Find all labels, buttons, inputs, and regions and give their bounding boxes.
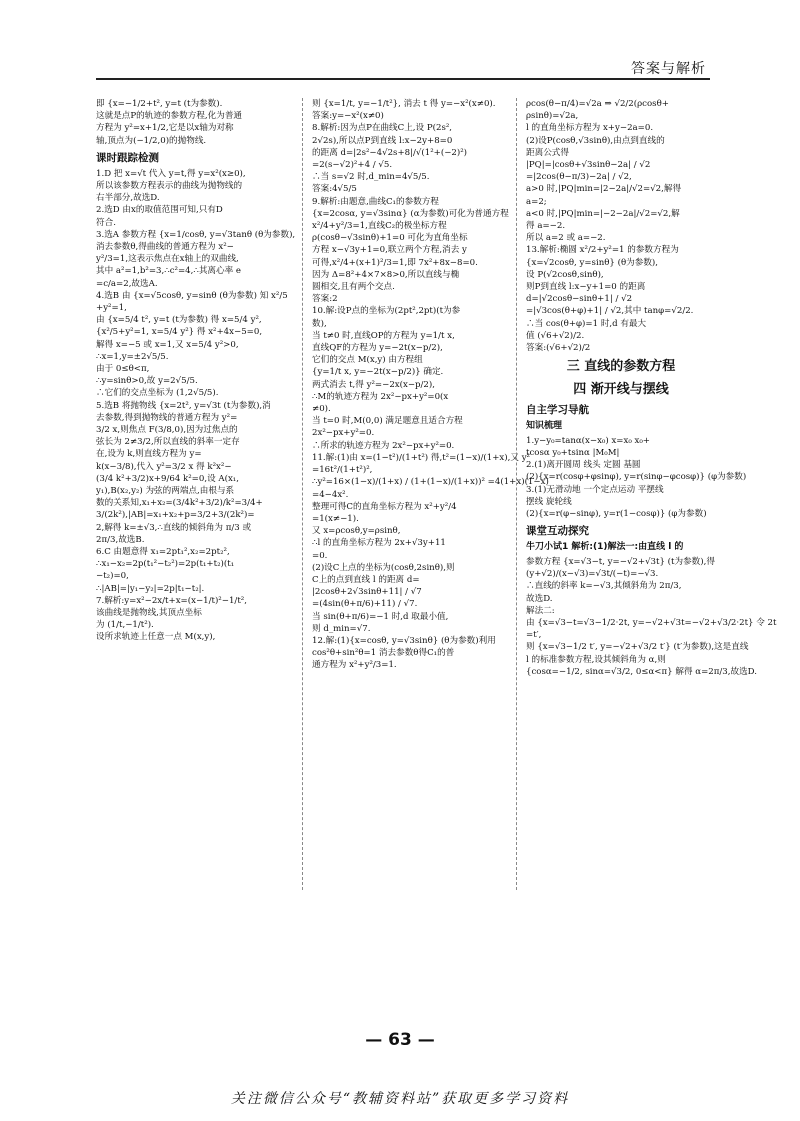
- text-line: 参数方程 {x=√3−t, y=−√2+√3t} (t为参数),得: [526, 556, 715, 567]
- text-line: 3/(2k²),|AB|=x₁+x₂+p=3/2+3/(2k²)=: [96, 510, 255, 521]
- text-line: 它们的交点 M(x,y) 由方程组: [312, 355, 423, 366]
- header-title: 答案与解析: [631, 61, 706, 77]
- text-line: ∴直线的斜率 k=−√3,其倾斜角为 2π/3,: [526, 581, 682, 592]
- text-line: 为 (1/t,−1/t²).: [96, 620, 154, 631]
- text-line: ∴x₁−x₂=2p(t₁²−t₂²)=2p(t₁+t₂)(t₁: [96, 559, 235, 570]
- text-line: 则P到直线 l:x−y+1=0 的距离: [526, 282, 646, 293]
- text-line: ∴x=1,y=±2√5/5.: [96, 351, 169, 362]
- text-line: ∴l 的直角坐标方程为 2x+√3y+11: [312, 538, 446, 549]
- text-line: 设 P(√2cosθ,sinθ),: [526, 269, 604, 280]
- text-line: 符合.: [96, 217, 116, 228]
- text-line: 10.解:设P点的坐标为(2pt²,2pt)(t为参: [312, 306, 461, 317]
- text-line: 故选D.: [526, 593, 553, 604]
- text-line: (3/4 k²+3/2)x+9/64 k²=0,设 A(x₁,: [96, 473, 239, 484]
- text-line: 8.解析:因为点P在曲线C上,设 P(2s²,: [312, 123, 453, 134]
- text-line: 其中 a²=1,b²=3,∴c²=4,∴其离心率 e: [96, 266, 242, 277]
- text-line: 6.C 由题意得 x₁=2pt₁²,x₂=2pt₂²,: [96, 547, 230, 558]
- text-line: 12.解:(1){x=cosθ, y=√3sinθ} (θ为参数)利用: [312, 635, 496, 646]
- text-line: ∴所求的轨迹方程为 2x²−px+y²=0.: [312, 440, 455, 451]
- text-line: 3.(1)无滑动地 一个定点运动 平摆线: [526, 484, 664, 495]
- text-line: 则 {x=√3−1/2 t′, y=−√2+√3/2 t′} (t′为参数),这是直线: [526, 642, 749, 653]
- text-line: 因为 Δ=8²+4×7×8>0,所以直线与椭: [312, 269, 460, 280]
- text-line: 2√2s),所以点P到直线 l:x−2y+8=0: [312, 135, 453, 146]
- sub-heading: 知识梳理: [526, 421, 563, 432]
- text-line: 即 {x=−1/2+t², y=t (t为参数).: [96, 99, 223, 109]
- text-line: 2x²−px+y²=0.: [312, 428, 375, 439]
- text-line: a=2;: [526, 196, 547, 207]
- text-line: ρ(cosθ−√3sinθ)+1=0 可化为直角坐标: [312, 233, 468, 244]
- text-line: 解法二:: [526, 605, 555, 616]
- text-line: 7.解析:y=x²−2x/t+x=(x−1/t)²−1/t²,: [96, 595, 247, 606]
- footer-note: 关注微信公众号“教辅资料站”获取更多学习资料: [230, 1091, 570, 1107]
- text-line: l 的直角坐标方程为 x+y−2a=0.: [526, 123, 654, 134]
- text-line: 当 t=0 时,M(0,0) 满足题意且适合方程: [312, 416, 463, 427]
- text-line: (2){x=r(cosφ+φsinφ), y=r(sinφ−φcosφ)} (φ为参数): [526, 472, 747, 483]
- text-line: (y+√2)/(x−√3)=√3t/(−t)=−√3.: [526, 569, 659, 580]
- text-line: 13.解析:椭圆 x²/2+y²=1 的参数方程为: [526, 245, 679, 256]
- text-line: 轴,顶点为(−1/2,0)的抛物线.: [96, 135, 207, 146]
- chapter-heading: 四 渐开线与摆线: [573, 381, 669, 397]
- text-line: +y²=1,: [96, 302, 127, 313]
- text-line: ∴|AB|=|y₁−y₂|=2p|t₁−t₂|.: [96, 583, 205, 594]
- text-line: 又 x=ρcosθ,y=ρsinθ,: [312, 526, 401, 537]
- text-line: 整理可得C的直角坐标方程为 x²+y²/4: [312, 501, 457, 512]
- text-line: =c/a=2,故选A.: [96, 278, 158, 289]
- text-line: C上的点到直线 l 的距离 d=: [312, 574, 420, 585]
- sub-heading: 牛刀小试1 解析:(1)解法一:由直线 l 的: [526, 542, 684, 553]
- text-line: y²/3=1,这表示焦点在x轴上的双曲线,: [96, 254, 239, 265]
- text-line: {x=2cosα, y=√3sinα} (α为参数)可化为普通方程: [312, 208, 509, 219]
- text-line: ≠0).: [312, 404, 331, 415]
- text-line: |2cosθ+2√3sinθ+11| / √7: [312, 587, 422, 598]
- page-number: — 63 —: [365, 1030, 435, 1050]
- section-heading: 自主学习导航: [526, 404, 589, 417]
- text-line: 3.选A 参数方程 {x=1/cosθ, y=√3tanθ (θ为参数),: [96, 229, 296, 240]
- column-left: [96, 98, 296, 644]
- text-line: 所以 a=2 或 a=−2.: [526, 233, 606, 244]
- page-header: [96, 54, 710, 80]
- text-line: 11.解:(1)由 x=(1−t²)/(1+t²) 得,t²=(1−x)/(1+x),又 y²: [312, 452, 530, 463]
- column-separator: [302, 98, 303, 890]
- text-line: a<0 时,|PQ|min=|−2−2a|/√2=√2,解: [526, 208, 680, 219]
- text-line: tcosα y₀+tsinα |M₀M|: [526, 448, 620, 459]
- text-line: 由于 0≤θ<π,: [96, 363, 150, 374]
- text-line: {y=1/t x, y=−2t(x−p/2)} 确定.: [312, 367, 444, 378]
- text-line: 3/2 x,则焦点 F(3/8,0),因为过焦点的: [96, 424, 238, 435]
- section-heading: 课堂互动探究: [526, 525, 589, 538]
- text-line: =16t²/(1+t²)²,: [312, 465, 373, 476]
- text-line: 右半部分,故选D.: [96, 193, 160, 204]
- text-line: 当 sin(θ+π/6)=−1 时,d 取最小值,: [312, 611, 449, 622]
- text-line: 2,解得 k=±√3,∴直线的倾斜角为 π/3 或: [96, 522, 252, 533]
- text-line: ∴当 s=√2 时,d_min=4√5/5.: [312, 172, 430, 183]
- text-line: 解得 x=−5 或 x=1,又 x=5/4 y²>0,: [96, 339, 239, 350]
- text-line: ρsinθ)=√2a,: [526, 111, 579, 122]
- text-line: ∴y²=16×(1−x)/(1+x) / (1+(1−x)/(1+x))² =4(1+x)(1−x): [312, 477, 549, 488]
- text-line: 答案:(√6+√2)/2: [526, 343, 591, 354]
- text-line: cos²θ+sin²θ=1 消去参数θ得C₁的普: [312, 648, 455, 659]
- text-line: 方程为 y²=x+1/2,它是以x轴为对称: [96, 123, 234, 134]
- text-line: ∴y=sinθ>0,故 y=2√5/5.: [96, 376, 198, 387]
- text-line: =2(s−√2)²+4 / √5.: [312, 160, 393, 171]
- text-line: 该曲线是抛物线,其顶点坐标: [96, 608, 202, 619]
- text-line: =4−4x².: [312, 489, 349, 500]
- text-line: 去参数,得到抛物线的普通方程为 y²=: [96, 412, 238, 423]
- text-line: d=|√2cosθ−sinθ+1| / √2: [526, 294, 633, 305]
- text-line: ∴它们的交点坐标为 (1,2√5/5).: [96, 388, 219, 399]
- text-line: 圆相交,且有两个交点.: [312, 282, 395, 293]
- text-line: 2.(1)离开圆周 线头 定圆 基圆: [526, 460, 641, 471]
- text-line: 两式消去 t,得 y²=−2x(x−p/2),: [312, 379, 435, 390]
- text-line: 的距离 d=|2s²−4√2s+8|/√(1²+(−2)²): [312, 147, 468, 158]
- section-heading: 课时跟踪检测: [96, 151, 159, 164]
- text-line: {cosα=−1/2, sinα=√3/2, 0≤α<π} 解得 α=2π/3,故选D.: [526, 666, 757, 677]
- text-line: 消去参数θ,得曲线的普通方程为 x²−: [96, 241, 234, 252]
- text-line: {x=√2cosθ, y=sinθ} (θ为参数),: [526, 257, 659, 268]
- text-line: 通方程为 x²+y²/3=1.: [312, 660, 397, 671]
- column-right: [526, 98, 777, 678]
- text-line: a>0 时,|PQ|min=|2−2a|/√2=√2,解得: [526, 184, 682, 195]
- text-line: (2)设P(cosθ,√3sinθ),由点到直线的: [526, 135, 665, 146]
- text-line: 值 (√6+√2)/2.: [526, 330, 585, 341]
- text-line: 在,设为 k,则直线方程为 y=: [96, 449, 202, 460]
- text-line: =0.: [312, 550, 328, 561]
- text-line: 4.选B 由 {x=√5cosθ, y=sinθ (θ为参数) 知 x²/5: [96, 290, 288, 301]
- chapter-heading: 三 直线的参数方程: [566, 359, 676, 375]
- text-line: 1.y−y₀=tanα(x−x₀) x=x₀ x₀+: [526, 435, 651, 446]
- text-line: =|2cos(θ−π/3)−2a| / √2,: [526, 172, 632, 183]
- text-line: −t₂)=0,: [96, 571, 129, 582]
- text-line: 由 {x=√3−t=√3−1/2·2t, y=−√2+√3t=−√2+√3/2·2t} 令 2t: [526, 617, 777, 628]
- text-line: 弦长为 2≠3/2,所以直线的斜率一定存: [96, 437, 240, 448]
- text-line: 数的关系知,x₁+x₂=(3/4k²+3/2)/k²=3/4+: [96, 498, 263, 509]
- text-line: 由 {x=5/4 t², y=t (t为参数) 得 x=5/4 y²,: [96, 315, 262, 326]
- text-line: =|√3cos(θ+φ)+1| / √2,其中 tanφ=√2/2.: [526, 306, 694, 317]
- text-line: {x²/5+y²=1, x=5/4 y²} 得 x²+4x−5=0,: [96, 327, 263, 338]
- text-line: (2)设C上点的坐标为(cosθ,2sinθ),则: [312, 562, 455, 573]
- text-line: l 的标准参数方程,设其倾斜角为 α,则: [526, 654, 666, 665]
- text-line: (2){x=r(φ−sinφ), y=r(1−cosφ)} (φ为参数): [526, 509, 707, 520]
- text-line: =(4sin(θ+π/6)+11) / √7.: [312, 599, 418, 610]
- text-line: 这就是点P的轨迹的参数方程,化为普通: [96, 111, 243, 122]
- text-line: 2.选D 由x的取值范围可知,只有D: [96, 205, 223, 216]
- text-line: 9.解析:由题意,曲线C₁的参数方程: [312, 196, 439, 207]
- text-line: =1(x≠−1).: [312, 513, 359, 524]
- text-line: x²/4+y²/3=1,直线C₂的极坐标方程: [312, 221, 447, 232]
- text-line: 则 d_min=√7.: [312, 623, 371, 634]
- text-line: 则 {x=1/t, y=−1/t²}, 消去 t 得 y=−x²(x≠0).: [312, 99, 496, 109]
- text-line: 答案:2: [312, 294, 338, 305]
- text-line: k(x−3/8),代入 y²=3/2 x 得 k²x²−: [96, 461, 232, 472]
- text-line: |PQ|=|cosθ+√3sinθ−2a| / √2: [526, 160, 651, 171]
- text-line: ∴当 cos(θ+φ)=1 时,d 有最大: [526, 318, 647, 329]
- text-line: 1.D 把 x=√t 代入 y=t,得 y=x²(x≥0),: [96, 168, 246, 179]
- column-separator: [516, 98, 517, 890]
- text-line: ∴M的轨迹方程为 2x²−px+y²=0(x: [312, 391, 449, 402]
- text-line: 当 t≠0 时,直线OP的方程为 y=1/t x,: [312, 330, 455, 341]
- text-line: 设所求轨迹上任意一点 M(x,y),: [96, 632, 216, 643]
- text-line: 距离公式得: [526, 147, 569, 158]
- text-line: 方程 x−√3y+1=0,联立两个方程,消去 y: [312, 245, 467, 256]
- text-line: 答案:y=−x²(x≠0): [312, 111, 384, 122]
- text-line: 5.选B 将抛物线 {x=2t², y=√3t (t为参数),消: [96, 400, 271, 411]
- text-line: 可得,x²/4+(x+1)²/3=1,即 7x²+8x−8=0.: [312, 257, 478, 268]
- text-line: 摆线 旋轮线: [526, 496, 572, 507]
- text-line: 数),: [312, 318, 327, 329]
- header-rule: [96, 78, 710, 80]
- text-line: 所以该参数方程表示的曲线为抛物线的: [96, 180, 243, 191]
- text-line: 答案:4√5/5: [312, 184, 357, 195]
- text-line: 得 a=−2.: [526, 221, 566, 232]
- text-line: 2π/3,故选B.: [96, 534, 145, 545]
- text-line: ρcos(θ−π/4)=√2a ⇒ √2/2(ρcosθ+: [526, 99, 669, 109]
- text-line: 直线QF的方程为 y=−2t(x−p/2),: [312, 343, 443, 354]
- text-line: =t′,: [526, 630, 542, 641]
- text-line: y₁),B(x₂,y₂) 为弦的两端点,由根与系: [96, 486, 235, 496]
